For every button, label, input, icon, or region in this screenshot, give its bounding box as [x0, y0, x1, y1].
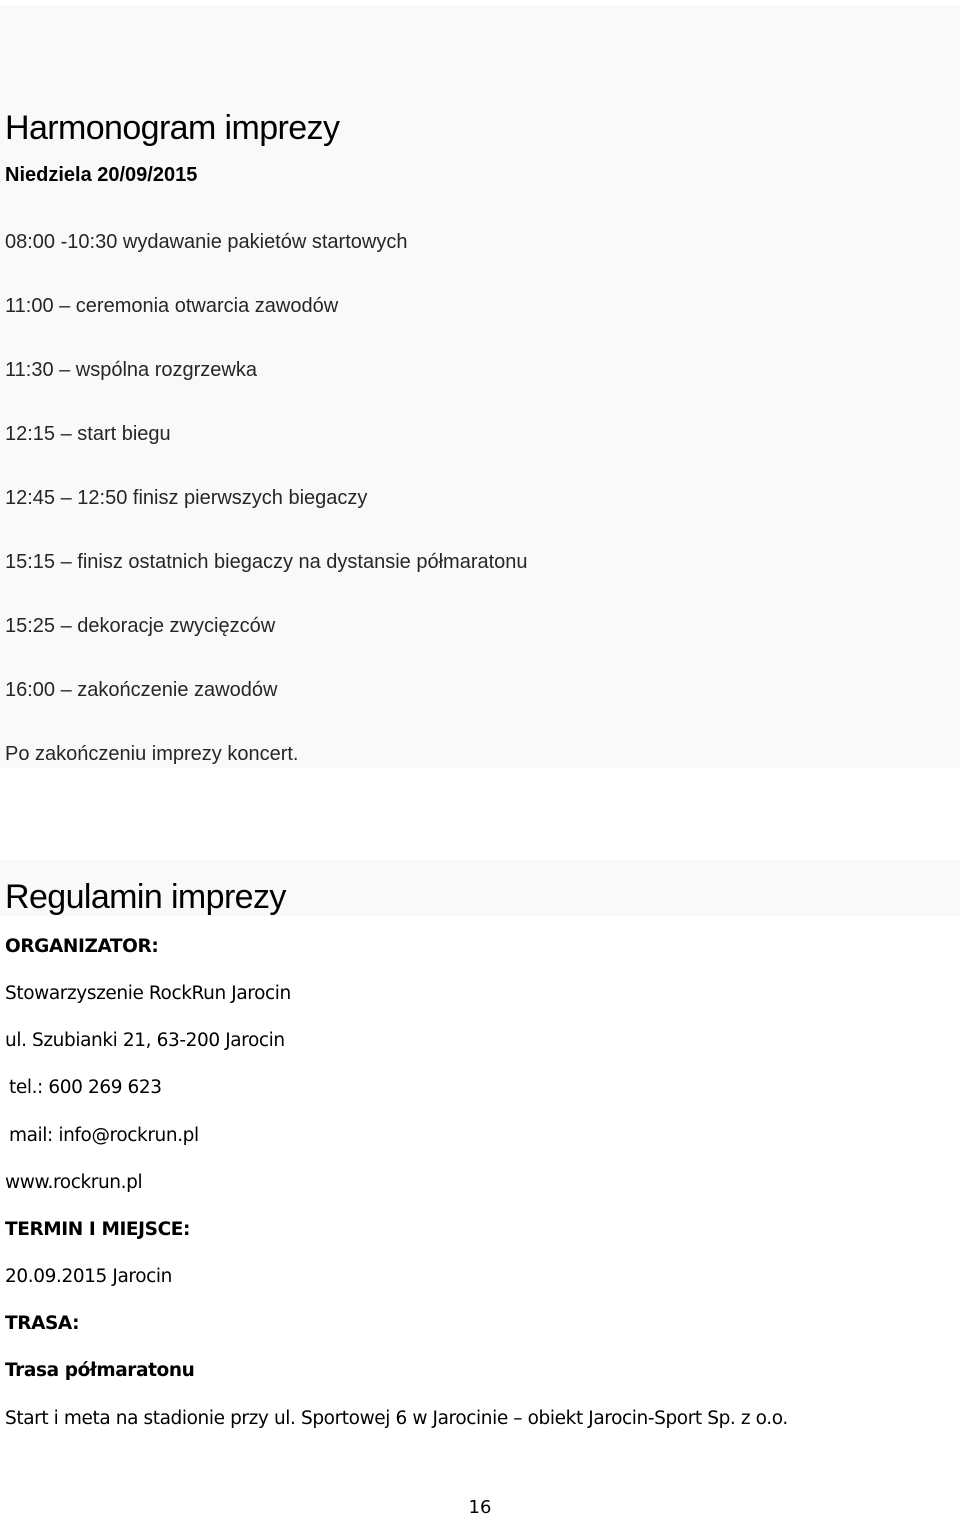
- term-heading: TERMIN I MIEJSCE:: [5, 1219, 190, 1240]
- schedule-date: Niedziela 20/09/2015: [5, 164, 198, 186]
- schedule-title: Harmonogram imprezy: [5, 109, 340, 147]
- schedule-item: 11:00 – ceremonia otwarcia zawodów: [5, 295, 339, 317]
- route-subheading: Trasa półmaratonu: [5, 1360, 195, 1381]
- term-value: 20.09.2015 Jarocin: [5, 1266, 172, 1287]
- schedule-item: 08:00 -10:30 wydawanie pakietów startowych: [5, 231, 408, 253]
- organizer-mail: mail: info@rockrun.pl: [9, 1125, 199, 1146]
- route-description: Start i meta na stadionie przy ul. Sportowej 6 w Jarocinie – obiekt Jarocin-Sport Sp. z o.o.: [5, 1408, 788, 1429]
- schedule-item: 16:00 – zakończenie zawodów: [5, 679, 278, 701]
- rules-title: Regulamin imprezy: [5, 878, 286, 916]
- schedule-item: 12:15 – start biegu: [5, 423, 171, 445]
- organizer-name: Stowarzyszenie RockRun Jarocin: [5, 983, 291, 1004]
- schedule-item: 12:45 – 12:50 finisz pierwszych biegaczy: [5, 487, 368, 509]
- organizer-address: ul. Szubianki 21, 63-200 Jarocin: [5, 1030, 285, 1051]
- schedule-item: 15:25 – dekoracje zwycięzców: [5, 615, 276, 637]
- page-number: 16: [468, 1497, 492, 1518]
- schedule-item: 15:15 – finisz ostatnich biegaczy na dystansie półmaratonu: [5, 551, 528, 573]
- organizer-website: www.rockrun.pl: [5, 1172, 143, 1193]
- organizer-phone: tel.: 600 269 623: [9, 1077, 162, 1098]
- organizer-heading: ORGANIZATOR:: [5, 936, 159, 957]
- route-heading: TRASA:: [5, 1313, 80, 1334]
- schedule-note: Po zakończeniu imprezy koncert.: [5, 743, 299, 765]
- schedule-item: 11:30 – wspólna rozgrzewka: [5, 359, 257, 381]
